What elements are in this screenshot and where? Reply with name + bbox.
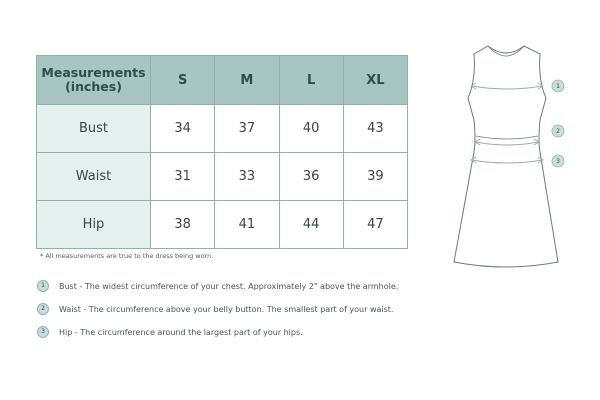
table-cell: 31 bbox=[151, 153, 215, 201]
table-cell: 40 bbox=[279, 105, 343, 153]
marker-3 bbox=[552, 155, 564, 167]
row-label-bust: Bust bbox=[37, 105, 151, 153]
dress-diagram bbox=[440, 40, 580, 272]
neckline bbox=[488, 46, 524, 56]
hip-measure-line bbox=[472, 160, 542, 163]
table-cell: 47 bbox=[343, 201, 407, 249]
dress-outline bbox=[454, 46, 558, 267]
number-badge: 3 bbox=[37, 326, 49, 338]
table-cell: 36 bbox=[279, 153, 343, 201]
legend-item-hip bbox=[37, 325, 398, 339]
table-row-hip bbox=[37, 201, 408, 249]
header-size-l: L bbox=[279, 56, 343, 105]
table-cell: 33 bbox=[215, 153, 279, 201]
waist-seam bbox=[476, 136, 538, 139]
header-measurements-label: Measurements (inches) bbox=[37, 56, 151, 105]
header-size-m: M bbox=[215, 56, 279, 105]
table-cell: 44 bbox=[279, 201, 343, 249]
table-row-bust bbox=[37, 105, 408, 153]
number-badge: 1 bbox=[37, 280, 49, 292]
waist-measure-line bbox=[476, 142, 538, 145]
marker-label: 2 bbox=[556, 128, 560, 135]
table-cell: 39 bbox=[343, 153, 407, 201]
table-cell: 34 bbox=[151, 105, 215, 153]
table-cell: 38 bbox=[151, 201, 215, 249]
table-cell: 41 bbox=[215, 201, 279, 249]
table-cell: 37 bbox=[215, 105, 279, 153]
measurement-legend bbox=[37, 279, 398, 348]
table-cell: 43 bbox=[343, 105, 407, 153]
row-label-hip: Hip bbox=[37, 201, 151, 249]
marker-1 bbox=[552, 80, 564, 92]
marker-label: 3 bbox=[556, 158, 560, 165]
size-chart-table bbox=[36, 55, 408, 249]
row-label-waist: Waist bbox=[37, 153, 151, 201]
legend-item-waist bbox=[37, 302, 398, 316]
marker-2 bbox=[552, 125, 564, 137]
header-size-xl: XL bbox=[343, 56, 407, 105]
bust-measure-line bbox=[472, 86, 542, 89]
header-size-s: S bbox=[151, 56, 215, 105]
legend-text: Hip - The circumference around the largest part of your hips. bbox=[59, 327, 303, 337]
marker-label: 1 bbox=[556, 83, 560, 90]
legend-text: Waist - The circumference above your belly button. The smallest part of your waist. bbox=[59, 304, 394, 314]
legend-text: Bust - The widest circumference of your chest. Approximately 2" above the armhole. bbox=[59, 281, 399, 291]
number-badge: 2 bbox=[37, 303, 49, 315]
table-row-waist bbox=[37, 153, 408, 201]
legend-item-bust bbox=[37, 279, 398, 293]
table-header-row bbox=[37, 56, 408, 105]
measurement-note: * All measurements are true to the dress being worn. bbox=[40, 252, 214, 260]
